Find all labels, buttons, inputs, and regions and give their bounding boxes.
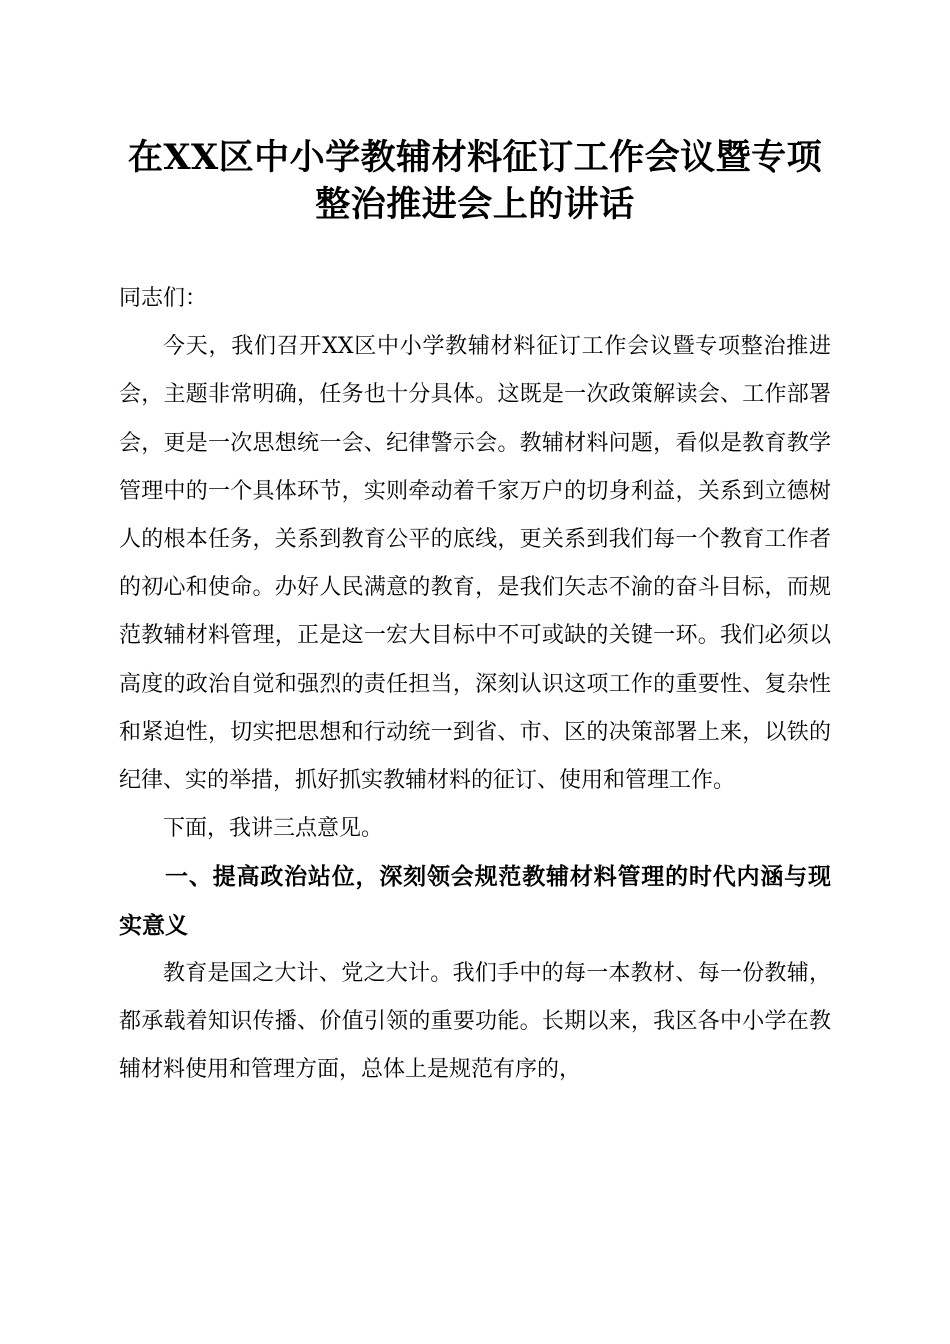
transition-paragraph: 下面，我讲三点意见。 [163, 816, 384, 842]
section-heading-1: 一、提高政治站位，深刻领会规范教辅材料管理的时代内涵与现实意义 [119, 864, 831, 939]
section-1-paragraph: 教育是国之大计、党之大计。我们手中的每一本教材、每一份教辅，都承载着知识传播、价值引领的重要功能。长期以来，我区各中小学在教辅材料使用和管理方面，总体上是规范有序的， [119, 960, 831, 1083]
salutation: 同志们： [119, 286, 208, 311]
document-title-line-2: 整治推进会上的讲话 [315, 184, 635, 225]
opening-paragraph: 今天，我们召开XX区中小学教辅材料征订工作会议暨专项整治推进会，主题非常明确，任务也十分具体。这既是一次政策解读会、工作部署会，更是一次思想统一会、纪律警示会。教辅材料问题，看似是教育教学管理中的一个具体环节，实则牵动着千家万户的切身利益，关系到立德树人的根本任务，关系到教育公平的底线，更关系到我们每一个教育工作者的初心和使命。办好人民满意的教育，是我们矢志不渝的奋斗目标，而规范教辅材料管理，正是这一宏大目标中不可或缺的关键一环。我们必须以高度的政治自觉和强烈的责任担当，深刻认识这项工作的重要性、复杂性和紧迫性，切实把思想和行动统一到省、市、区的决策部署上来，以铁的纪律、实的举措，抓好抓实教辅材料的征订、使用和管理工作。 [119, 334, 831, 794]
document-title-line-1: 在XX区中小学教辅材料征订工作会议暨专项 [127, 137, 823, 178]
document-body [119, 275, 831, 1094]
